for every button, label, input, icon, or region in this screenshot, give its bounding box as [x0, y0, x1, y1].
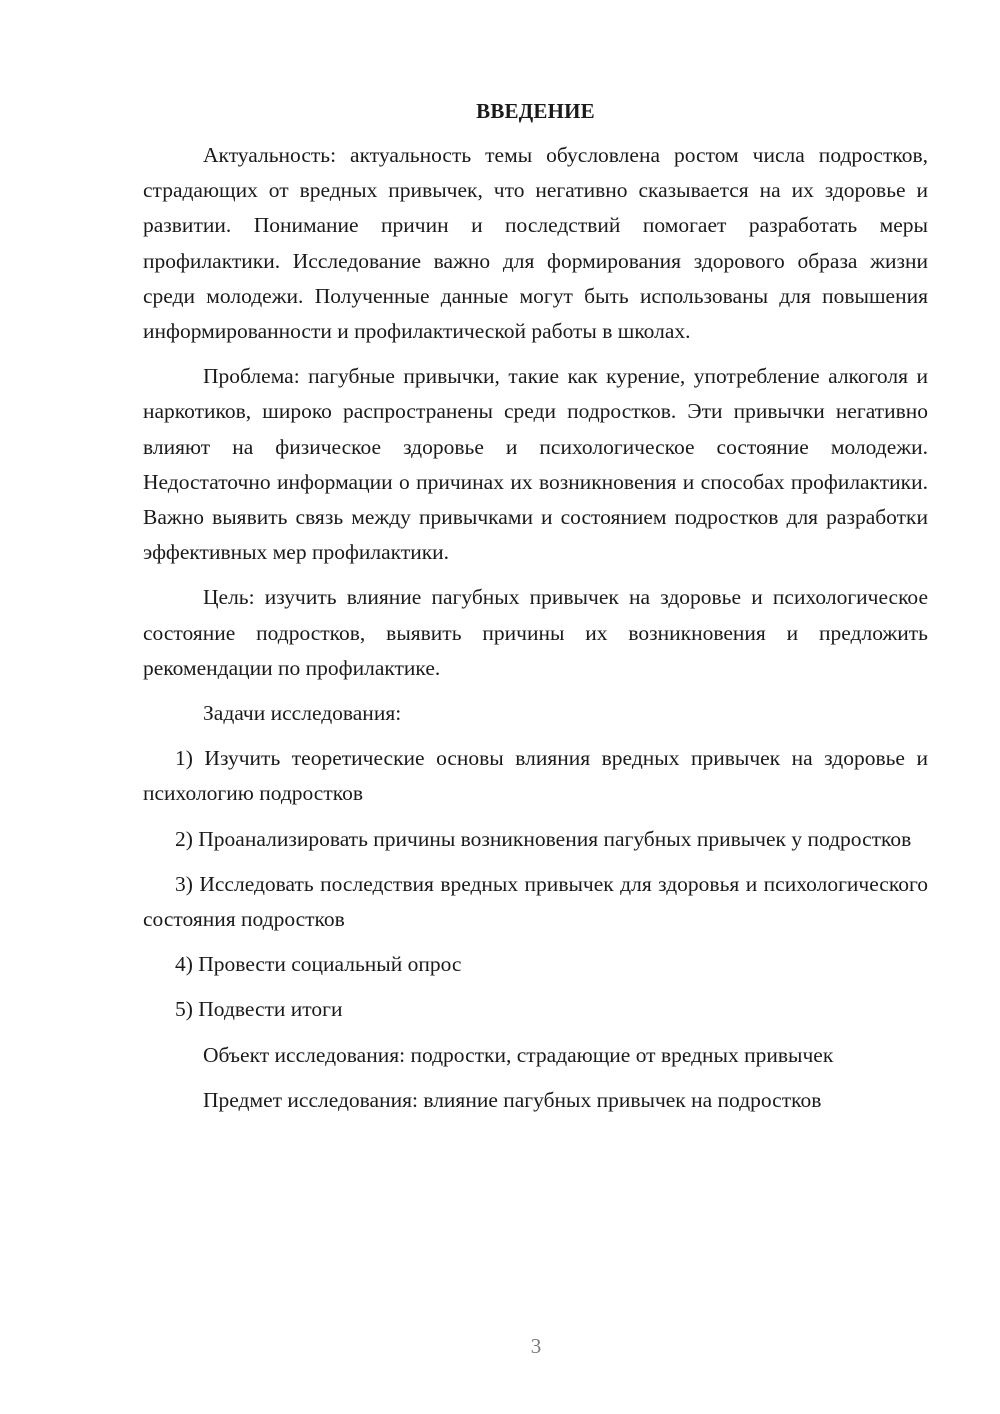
subject-paragraph: Предмет исследования: влияние пагубных привычек на подростков	[203, 1087, 822, 1112]
tasks-heading: Задачи исследования:	[203, 701, 402, 726]
task-item-4: 4) Провести социальный опрос	[175, 952, 462, 977]
relevance-paragraph: Актуальность: актуальность темы обусловлена ростом числа подростков, страдающих от вредных привычек, что негативно сказывается на их здоровье и развитии. Понимание причин и последствий помогает разработать меры профилактики. Исследование важно для формирования здорового образа жизни среди молодежи. Полученные данные могут быть использованы для повышения информированности и профилактической работы в школах.	[143, 143, 928, 344]
problem-paragraph: Проблема: пагубные привычки, такие как курение, употребление алкоголя и наркотиков, широко распространены среди подростков. Эти привычки негативно влияют на физическое здоровье и психологическое состояние молодежи. Недостаточно информации о причинах их возникновения и способах профилактики. Важно выявить связь между привычками и состоянием подростков для разработки эффективных мер профилактики.	[143, 364, 928, 565]
task-item-2: 2) Проанализировать причины возникновения пагубных привычек у подростков	[175, 826, 912, 851]
task-item-3: 3) Исследовать последствия вредных привычек для здоровья и психологического состояния подростков	[143, 871, 928, 932]
goal-paragraph: Цель: изучить влияние пагубных привычек на здоровье и психологическое состояние подростков, выявить причины их возникновения и предложить рекомендации по профилактике.	[143, 585, 928, 680]
object-paragraph: Объект исследования: подростки, страдающие от вредных привычек	[203, 1042, 834, 1067]
document-page	[143, 94, 928, 1128]
task-item-5: 5) Подвести итоги	[175, 997, 343, 1022]
page-number: 3	[530, 1334, 542, 1358]
task-item-1: 1) Изучить теоретические основы влияния вредных привычек на здоровье и психологию подростков	[143, 746, 928, 806]
page-title: ВВЕДЕНИЕ	[476, 99, 595, 123]
